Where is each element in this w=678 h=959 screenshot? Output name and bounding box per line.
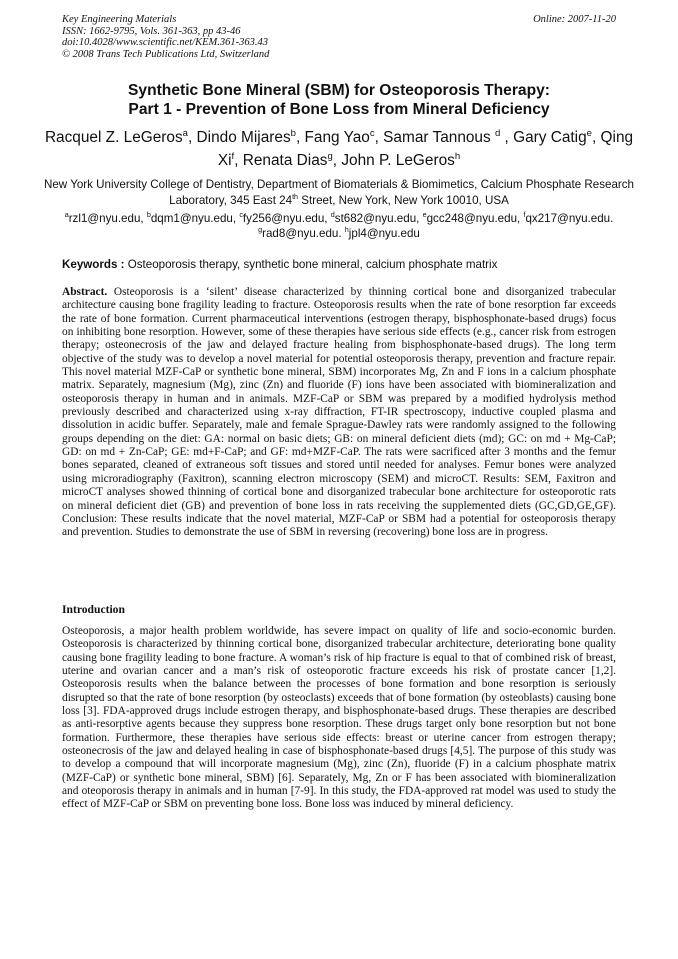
copyright: © 2008 Trans Tech Publications Ltd, Switzerland — [62, 48, 270, 60]
author: Racquel Z. LeGeros$^a$, — [44, 127, 197, 146]
author: Dindo Mijares$^b$, — [196, 127, 305, 146]
author: Renata Dias$^g$, — [242, 150, 342, 169]
title-line-2: Part 1 - Prevention of Bone Loss from Mineral Deficiency — [128, 101, 550, 118]
abstract-text: Osteoporosis is a ‘silent’ disease characterized by thinning cortical bone and disorganized trabecular architecture causing bone fragility leading to fracture. Osteoporosis results when the rate of bone resorption far exceeds the rate of bone formation. Current pharmaceutical interventions (estrogen therapy, bisphosphonate-based drugs) focus on inhibiting bone resorption. However, some of these therapies have serious side effects (e.g., cancer risk from estrogen therapy; osteonecrosis of the jaw and delayed fracture healing from bisphosphonate-based drugs). The long term objective of the study was to develop a novel material for potential osteoporosis therapy, prevention and fracture repair. This novel material MZF-CaP or synthetic bone mineral, SBM) incorporates Mg, Zn and F ions in a calcium phosphate matrix. Separately, magnesium (Mg), zinc (Zn) and fluoride (F) ions have been associated with biomineralization and osteoporosis therapy in human and in animals. MZF-CaP or SBM was prepared by a modified hydrolysis method previously described and characterized using x-ray diffraction, FT-IR spectroscopy, inductive coupled plasma and dissolution in acidic buffer. Separately, male and female Sprague-Dawley rats were randomly assigned to the following groups depending on the diet: GA: normal on basic diets; GB: on mineral deficient diets (md); GC: on md + Mg-CaP; GD: on md + Zn-CaP; GE: md+F-CaP; and GF: md+MZF-CaP. The rats were sacrificed after 3 months and the femur bones separated, cleaned of extraneous soft tissues and stored until needed for analyses. Femur bones were analyzed using microradiography (Faxitron), scanning electron microscopy (SEM) and microCT. Results: SEM, Faxitron and microCT analyses showed thinning of cortical bone and disorganized trabecular bone architecture for osteoporotic rats on mineral deficient diet (GB) and prevention of bone loss in rats receiving the supplemented diets (GC,GD,GE,GF). Conclusion: These results indicate that the novel material, MZF-CaP or SBM had a potential for osteoporosis therapy and prevention. Studies to demonstrate the use of SBM in reversing (recovering) bone loss are in progress. — [62, 286, 616, 539]
section-heading-introduction: Introduction — [62, 603, 125, 616]
email: $^a$rzl1@nyu.edu, — [64, 210, 147, 225]
author: Fang Yao$^c$, — [304, 127, 384, 146]
journal-name: Key Engineering Materials — [62, 14, 177, 25]
author: Samar Tannous $^d$ , — [383, 127, 514, 146]
abstract — [62, 286, 616, 540]
keywords-label: Keywords : — [62, 258, 125, 271]
email: $^e$gcc248@nyu.edu, — [422, 210, 524, 225]
journal-header — [62, 14, 616, 60]
abstract-label: Abstract. — [62, 286, 108, 298]
email-list — [40, 212, 638, 241]
keywords-text: Osteoporosis therapy, synthetic bone mineral, calcium phosphate matrix — [124, 258, 498, 271]
email: $^g$rad8@nyu.edu. — [258, 224, 345, 240]
email: $^f$qx217@nyu.edu. — [523, 210, 614, 225]
title-line-1: Synthetic Bone Mineral (SBM) for Osteoporosis Therapy: — [128, 82, 550, 99]
author: John P. LeGeros$^h$ — [341, 150, 461, 169]
introduction-text: Osteoporosis, a major health problem worldwide, has severe impact on quality of life and socio-economic burden. Osteoporosis is characterized by thinning cortical bone, disorganized trabecular architecture, deteriorating bone quality causing bone fragility leading to bone fracture. A woman’s risk of hip fracture is equal to that of combined risk of breast, uterine and ovarian cancer and a man’s risk of osteoporotic fracture exceeds his risk of prostate cancer [1,2]. Osteoporosis results when the balance between the processes of bone formation and bone resorption is seriously disrupted so that the rate of bone resorption (by osteoclasts) exceeds that of bone formation (by osteoblasts) causing bone loss [3]. FDA-approved drugs include estrogen therapy, and bisphosphonate-based drugs. These therapies are described as anti-resorptive agents because they suppress bone resorption. These drugs target only bone resorption but not bone formation. Furthermore, these therapies have serious side effects: breast or uterine cancer from estrogen therapy; osteonecrosis of the jaw and delayed healing in case of bisphosphonate-based drugs [4,5]. The purpose of this study was to develop a compound that will incorporate magnesium (Mg), zinc (Zn), fluoride (F) in a calcium phosphate matrix (MZF-CaP) or synthetic bone mineral, SBM) [6]. Separately, Mg, Zn or F has been associated with biomineralization and oteoporosis therapy in animals and in human [7-9]. In this study, the FDA-approved rat model was used to study the effect of MZF-CaP or SBM on preventing bone loss. Bone loss was induced by mineral deficiency. — [62, 625, 616, 811]
doi: doi:10.4028/www.scientific.net/KEM.361-363.43 — [62, 37, 268, 49]
paper-title — [40, 81, 638, 119]
email: $^d$st682@nyu.edu, — [330, 210, 423, 225]
author-list — [40, 126, 638, 172]
email: $^b$dqm1@nyu.edu, — [146, 210, 240, 225]
issn: ISSN: 1662-9795, Vols. 361-363, pp 43-46 — [62, 25, 241, 37]
email: $^c$fy256@nyu.edu, — [239, 210, 331, 225]
affiliation: New York University College of Dentistry, Department of Biomaterials & Biomimetics, Calcium Phosphate Research Laboratory, 345 East 24th Street, New York, New York 10010, USA — [43, 178, 634, 207]
keywords — [62, 257, 622, 272]
online-date: Online: 2007-11-20 — [533, 14, 616, 25]
author: Qing Xi$^f$, — [217, 129, 634, 169]
email: $^h$jpl4@nyu.edu — [344, 224, 420, 240]
author: Gary Catig$^e$, — [513, 127, 601, 146]
